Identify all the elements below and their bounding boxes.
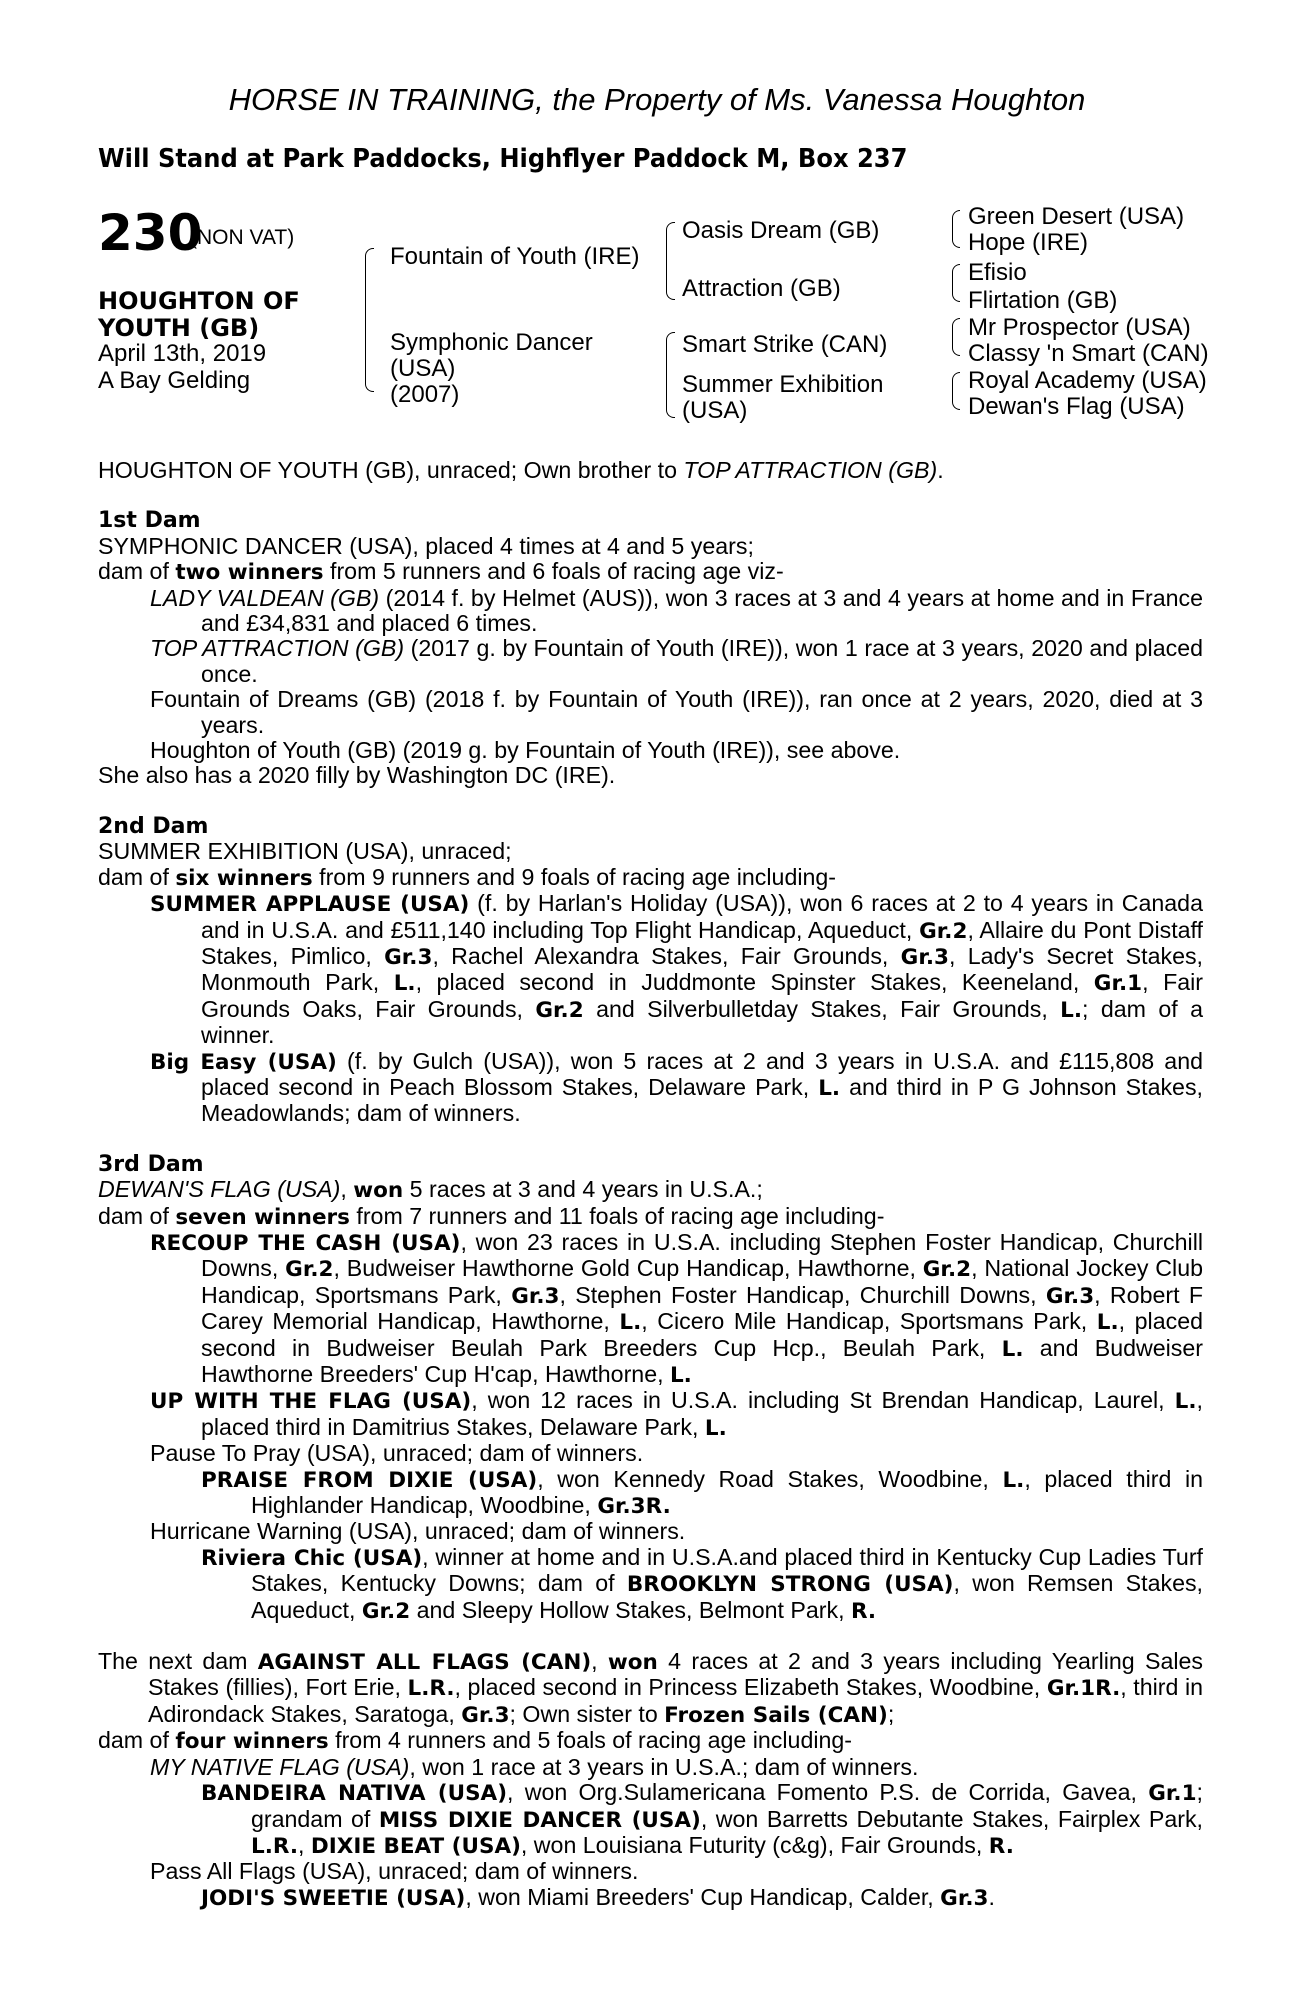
dam1-produce-3: Fountain of Dreams (GB) (2018 f. by Fountain of Youth (IRE)), ran once at 2 years, 2020, died at 3 years.: [150, 686, 1203, 738]
pedigree-ddd: Dewan's Flag (USA): [968, 393, 1185, 420]
dam1-heading: 1st Dam: [98, 508, 201, 534]
dam1-produce-4: Houghton of Youth (GB) (2019 g. by Fountain of Youth (IRE)), see above.: [150, 737, 901, 764]
horse-name: HOUGHTON OF YOUTH (GB): [98, 287, 300, 342]
nextdam-produce-4: JODI'S SWEETIE (USA), won Miami Breeders' Cup Handicap, Calder, Gr.3.: [201, 1883, 995, 1911]
lot-number: 230: [98, 204, 203, 262]
pedigree-sire-sire: Oasis Dream (GB): [682, 217, 880, 244]
pedigree-brace-sire: [666, 222, 675, 300]
pedigree-dam-sire: Smart Strike (CAN): [682, 331, 888, 358]
dam2-line2: dam of six winners from 9 runners and 9 foals of racing age including-: [98, 863, 837, 891]
dam3-produce-6: Riviera Chic (USA), winner at home and in U.S.A.and placed third in Kentucky Cup Ladies Turf Stakes, Kentucky Downs; dam of BROOKLYN STRONG (USA), won Remsen Stakes, Aqueduct, Gr.2 and Sleepy Hollow Stakes, Belmont Park, R.: [201, 1543, 1204, 1624]
horse-description: A Bay Gelding: [98, 367, 251, 394]
pedigree-sdd: Flirtation (GB): [968, 287, 1118, 314]
dam2-produce-2: Big Easy (USA) (f. by Gulch (USA)), won 5 races at 2 and 3 years in U.S.A. and £115,808 and placed second in Peach Blossom Stakes, Delaware Park, L. and third in P G Johnson Stakes, Meadowlands; dam of winners.: [150, 1047, 1203, 1127]
dam1-produce-2: TOP ATTRACTION (GB) (2017 g. by Fountain of Youth (IRE)), won 1 race at 3 years, 2020 and placed once.: [150, 635, 1203, 687]
nextdam-produce-3: Pass All Flags (USA), unraced; dam of winners.: [150, 1858, 639, 1885]
dam3-line2: dam of seven winners from 7 runners and 11 foals of racing age including-: [98, 1202, 885, 1230]
dam1-line2: dam of two winners from 5 runners and 6 foals of racing age viz-: [98, 558, 784, 586]
dam2-produce-1: SUMMER APPLAUSE (USA) (f. by Harlan's Holiday (USA)), won 6 races at 2 to 4 years in Canada and in U.S.A. and £511,140 including Top Flight Handicap, Aqueduct, Gr.2, Allaire du Pont Distaff Stakes, Pimlico, Gr.3, Rachel Alexandra Stakes, Fair Grounds, Gr.3, Lady's Secret Stakes, Monmouth Park, L., placed second in Juddmonte Spinster Stakes, Keeneland, Gr.1, Fair Grounds Oaks, Fair Grounds, Gr.2 and Silverbulletday Stakes, Fair Grounds, L.; dam of a winner.: [150, 890, 1204, 1049]
pedigree-brace-dam: [666, 332, 675, 418]
pedigree-dsd: Classy 'n Smart (CAN): [968, 340, 1209, 367]
foaling-date: April 13th, 2019: [98, 340, 267, 367]
horse-info: [98, 340, 266, 394]
nextdam-line1: The next dam AGAINST ALL FLAGS (CAN), won 4 races at 2 and 3 years including Yearling Sales Stakes (fillies), Fort Erie, L.R., placed second in Princess Elizabeth Stakes, Woodbine, Gr.1R., third in Adirondack Stakes, Saratoga, Gr.3; Own sister to Frozen Sails (CAN);: [98, 1648, 1204, 1728]
pedigree-sss: Green Desert (USA): [968, 203, 1185, 230]
pedigree-brace-4a: [952, 210, 960, 248]
catalogue-body: [98, 458, 1203, 1911]
page-title: HORSE IN TRAINING, the Property of Ms. Vanessa Houghton: [228, 82, 1086, 117]
pedigree-sire-dam: Attraction (GB): [682, 275, 841, 302]
pedigree-brace-main: [365, 248, 374, 392]
pedigree-brace-4b: [952, 264, 960, 302]
pedigree-dam-dam: Summer Exhibition (USA): [682, 371, 884, 424]
dam3-heading: 3rd Dam: [98, 1151, 204, 1177]
pedigree-brace-4c: [952, 318, 960, 356]
dam3-produce-5: Hurricane Warning (USA), unraced; dam of winners.: [150, 1518, 686, 1545]
intro-line: HOUGHTON OF YOUTH (GB), unraced; Own brother to TOP ATTRACTION (GB).: [98, 457, 944, 483]
pedigree-dss: Mr Prospector (USA): [968, 314, 1191, 341]
dam3-produce-2: UP WITH THE FLAG (USA), won 12 races in U.S.A. including St Brendan Handicap, Laurel, L., placed third in Damitrius Stakes, Delaware Park, L.: [150, 1387, 1203, 1441]
pedigree-sire: Fountain of Youth (IRE): [390, 243, 640, 270]
stand-location: Will Stand at Park Paddocks, Highflyer Paddock M, Box 237: [98, 144, 908, 174]
pedigree-sds: Efisio: [968, 259, 1027, 286]
dam3-produce-3: Pause To Pray (USA), unraced; dam of winners.: [150, 1440, 644, 1467]
nextdam-produce-1: MY NATIVE FLAG (USA), won 1 race at 3 years in U.S.A.; dam of winners.: [150, 1753, 919, 1780]
dam1-produce-5: She also has a 2020 filly by Washington DC (IRE).: [98, 762, 616, 789]
dam3-line1: DEWAN'S FLAG (USA), won 5 races at 3 and 4 years in U.S.A.;: [98, 1176, 763, 1204]
vat-status: (NON VAT): [190, 226, 295, 249]
nextdam-produce-2: BANDEIRA NATIVA (USA), won Org.Sulamericana Fomento P.S. de Corrida, Gavea, Gr.1; grandam of MISS DIXIE DANCER (USA), won Barretts Debutante Stakes, Fairplex Park, L.R., DIXIE BEAT (USA), won Louisiana Futurity (c&g), Fair Grounds, R.: [201, 1779, 1203, 1859]
dam1-line1: SYMPHONIC DANCER (USA), placed 4 times at 4 and 5 years;: [98, 532, 754, 559]
dam1-produce-1: LADY VALDEAN (GB) (2014 f. by Helmet (AUS)), won 3 races at 3 and 4 years at home and in France and £34,831 and placed 6 times.: [150, 584, 1204, 637]
dam2-line1: SUMMER EXHIBITION (USA), unraced;: [98, 838, 512, 865]
nextdam-line2: dam of four winners from 4 runners and 5 foals of racing age including-: [98, 1727, 853, 1755]
dam3-produce-4: PRAISE FROM DIXIE (USA), won Kennedy Road Stakes, Woodbine, L., placed third in Highlander Handicap, Woodbine, Gr.3R.: [201, 1465, 1203, 1520]
pedigree-dam: Symphonic Dancer (USA) (2007): [390, 329, 593, 408]
pedigree-brace-4d: [952, 372, 960, 410]
dam3-produce-1: RECOUP THE CASH (USA), won 23 races in U.S.A. including Stephen Foster Handicap, Churchill Downs, Gr.2, Budweiser Hawthorne Gold Cup Handicap, Hawthorne, Gr.2, National Jockey Club Handicap, Sportsmans Park, Gr.3, Stephen Foster Handicap, Churchill Downs, Gr.3, Robert F Carey Memorial Handicap, Hawthorne, L., Cicero Mile Handicap, Sportsmans Park, L., placed second in Budweiser Beulah Park Breeders Cup Hcp., Beulah Park, L. and Budweiser Hawthorne Breeders' Cup H'cap, Hawthorne, L.: [150, 1228, 1203, 1388]
dam2-heading: 2nd Dam: [98, 813, 209, 839]
pedigree-dds: Royal Academy (USA): [968, 367, 1207, 394]
pedigree-ssd: Hope (IRE): [968, 229, 1089, 256]
